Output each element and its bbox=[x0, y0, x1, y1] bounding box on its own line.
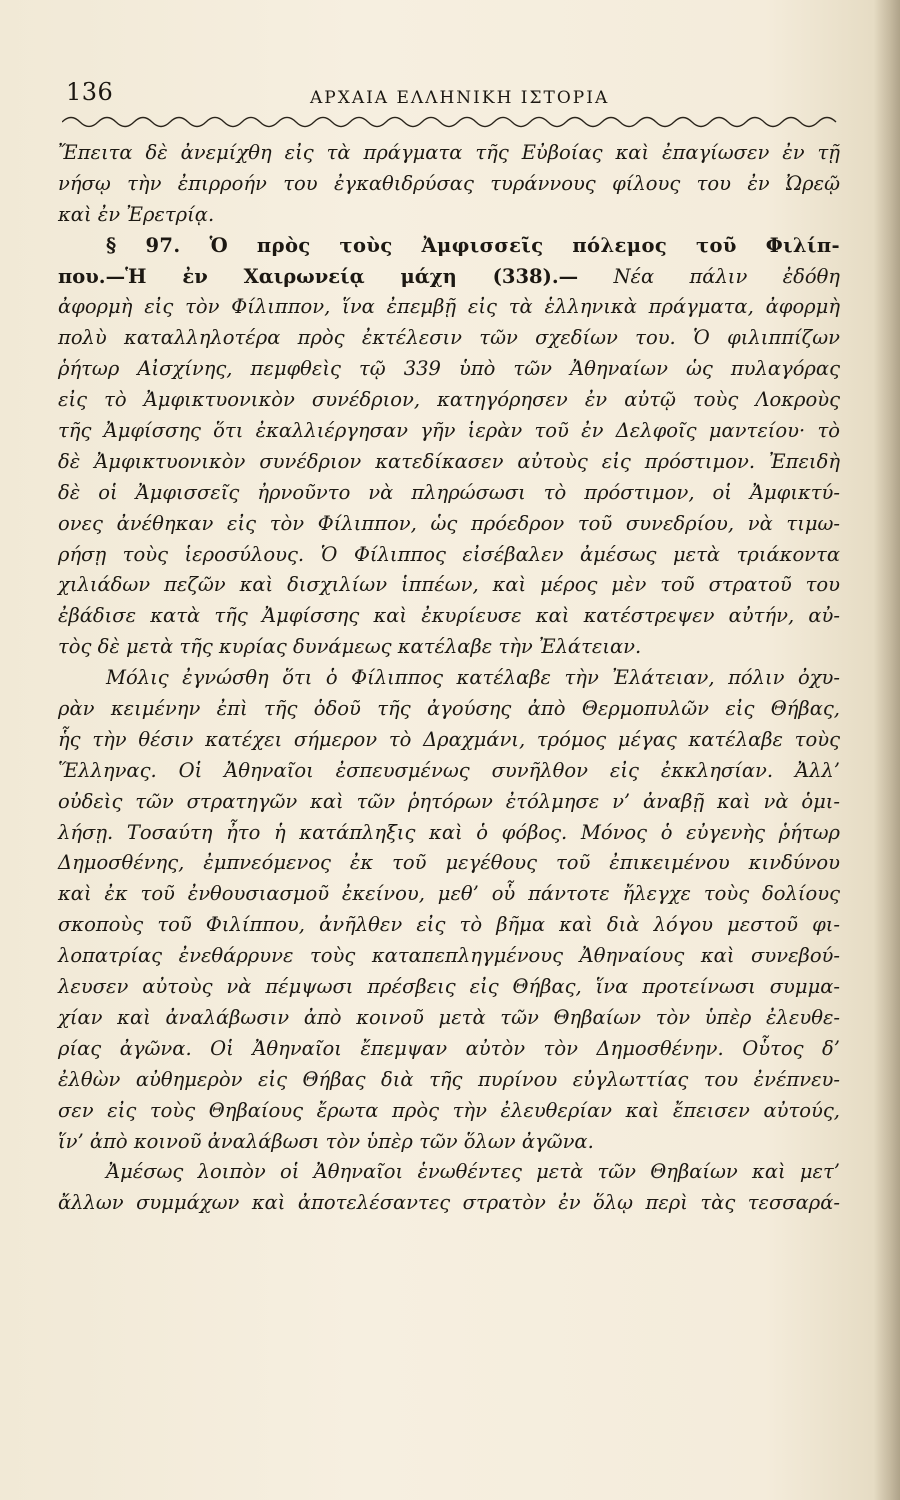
text-line: ονες ἀνέθηκαν εἰς τὸν Φίλιππον, ὡς πρόεδρον τοῦ συνεδρίου, νὰ τιμω- bbox=[58, 511, 840, 535]
text-line: ἐβάδισε κατὰ τῆς Ἀμφίσσης καὶ ἐκυρίευσε καὶ κατέστρεψεν αὐτήν, αὐ- bbox=[58, 604, 840, 628]
body-text bbox=[58, 138, 840, 1219]
text-line: λήσῃ. Τοσαύτη ἦτο ἡ κατάπληξις καὶ ὁ φόβος. Μόνος ὁ εὐγενὴς ῥήτωρ bbox=[58, 820, 840, 844]
text-line: καὶ ἐν Ἐρετρίᾳ. bbox=[58, 202, 215, 226]
text-line: ἀφορμὴ εἰς τὸν Φίλιππον, ἵνα ἐπεμβῇ εἰς τὰ ἑλληνικὰ πράγματα, ἀφορμὴ bbox=[58, 295, 840, 319]
text-line: ἧς τὴν θέσιν κατέχει σήμερον τὸ Δραχμάνι, τρόμος μέγας κατέλαβε τοὺς bbox=[58, 727, 840, 751]
text-line: νήσῳ τὴν ἐπιρροήν του ἐγκαθιδρύσας τυράννους φίλους του ἐν Ὠρεῷ bbox=[58, 171, 840, 195]
page-edge-shadow bbox=[874, 0, 900, 1500]
text-line: ρὰν κειμένην ἐπὶ τῆς ὁδοῦ τῆς ἀγούσης ἀπὸ Θερμοπυλῶν εἰς Θήβας, bbox=[58, 697, 840, 721]
text-line: Ἔπειτα δὲ ἀνεμίχθη εἰς τὰ πράγματα τῆς Εὐβοίας καὶ ἐπαγίωσεν ἐν τῇ bbox=[58, 141, 840, 164]
text-line: καὶ ἐκ τοῦ ἐνθουσιασμοῦ ἐκείνου, μεθ’ οὗ πάντοτε ἤλεγχε τοὺς δολίους bbox=[58, 882, 840, 906]
text-line: δὲ Ἀμφικτυονικὸν συνέδριον κατεδίκασεν αὐτοὺς εἰς πρόστιμον. Ἐπειδὴ bbox=[58, 449, 840, 473]
text-line: Ἀμέσως λοιπὸν οἱ Ἀθηναῖοι ἑνωθέντες μετὰ τῶν Θηβαίων καὶ μετ’ bbox=[106, 1160, 840, 1184]
text-line: οὐδεὶς τῶν στρατηγῶν καὶ τῶν ῥητόρων ἐτόλμησε ν’ ἀναβῇ καὶ νὰ ὁμι- bbox=[58, 789, 840, 813]
text-line: λευσεν αὐτοὺς νὰ πέμψωσι πρέσβεις εἰς Θήβας, ἵνα προτείνωσι συμμα- bbox=[58, 975, 840, 999]
text-line: εἰς τὸ Ἀμφικτυονικὸν συνέδριον, κατηγόρησεν ἐν αὐτῷ τοὺς Λοκροὺς bbox=[58, 388, 840, 412]
text-line: σκοποὺς τοῦ Φιλίππου, ἀνῆλθεν εἰς τὸ βῆμα καὶ διὰ λόγου μεστοῦ φι- bbox=[58, 913, 840, 937]
text-line: ῥήτωρ Αἰσχίνης, πεμφθεὶς τῷ 339 ὑπὸ τῶν Ἀθηναίων ὡς πυλαγόρας bbox=[58, 357, 840, 381]
text-line: χιλιάδων πεζῶν καὶ δισχιλίων ἱππέων, καὶ μέρος μὲν τοῦ στρατοῦ του bbox=[58, 573, 840, 597]
text-line: ρίας ἀγῶνα. Οἱ Ἀθηναῖοι ἔπεμψαν αὐτὸν τὸν Δημοσθένην. Οὗτος δ’ bbox=[58, 1036, 840, 1060]
wavy-rule-ornament bbox=[62, 112, 852, 132]
text-line: λοπατρίας ἐνεθάρρυνε τοὺς καταπεπληγμένους Ἀθηναίους καὶ συνεβού- bbox=[58, 944, 840, 968]
section-heading-line: που.—Ἡ ἐν Χαιρωνείᾳ μάχη (338).— Νέα πάλιν ἐδόθη bbox=[58, 264, 840, 288]
running-title: ΑΡΧΑΙΑ ΕΛΛΗΝΙΚΗ ΙΣΤΟΡΙΑ bbox=[310, 88, 610, 108]
page-number: 136 bbox=[66, 78, 114, 106]
text-line: ἄλλων συμμάχων καὶ ἀποτελέσαντες στρατὸν ἐν ὅλῳ περὶ τὰς τεσσαρά- bbox=[58, 1191, 840, 1215]
text-line: πολὺ καταλληλοτέρα πρὸς ἐκτέλεσιν τῶν σχεδίων του. Ὁ φιλιππίζων bbox=[58, 326, 840, 350]
text-line: Μόλις ἐγνώσθη ὅτι ὁ Φίλιππος κατέλαβε τὴν Ἐλάτειαν, πόλιν ὀχυ- bbox=[106, 666, 840, 690]
text-line: τῆς Ἀμφίσσης ὅτι ἐκαλλιέργησαν γῆν ἱερὰν τοῦ ἐν Δελφοῖς μαντείου· τὸ bbox=[58, 419, 840, 443]
text-line: δὲ οἱ Ἀμφισσεῖς ἠρνοῦντο νὰ πληρώσωσι τὸ πρόστιμον, οἱ Ἀμφικτύ- bbox=[58, 480, 840, 504]
text-line: ρήσῃ τοὺς ἱεροσύλους. Ὁ Φίλιππος εἰσέβαλεν ἀμέσως μετὰ τριάκοντα bbox=[58, 542, 840, 566]
text-line: ἐλθὼν αὐθημερὸν εἰς Θήβας διὰ τῆς πυρίνου εὐγλωττίας του ἐνέπνευ- bbox=[58, 1067, 840, 1091]
text-line: χίαν καὶ ἀναλάβωσιν ἀπὸ κοινοῦ μετὰ τῶν Θηβαίων τὸν ὑπὲρ ἐλευθε- bbox=[58, 1005, 840, 1029]
text-line: σεν εἰς τοὺς Θηβαίους ἔρωτα πρὸς τὴν ἐλευθερίαν καὶ ἔπεισεν αὐτούς, bbox=[58, 1098, 840, 1122]
text-line: ἵν’ ἀπὸ κοινοῦ ἀναλάβωσι τὸν ὑπὲρ τῶν ὅλων ἀγῶνα. bbox=[58, 1129, 594, 1153]
text-line: Δημοσθένης, ἐμπνεόμενος ἐκ τοῦ μεγέθους τοῦ ἐπικειμένου κινδύνου bbox=[58, 851, 840, 875]
text-line: Ἕλληνας. Οἱ Ἀθηναῖοι ἐσπευσμένως συνῆλθον εἰς ἐκκλησίαν. Ἀλλ’ bbox=[58, 758, 840, 782]
page-header bbox=[66, 74, 826, 114]
text-line: τὸς δὲ μετὰ τῆς κυρίας δυνάμεως κατέλαβε τὴν Ἐλάτειαν. bbox=[58, 635, 642, 659]
section-heading-line: § 97. Ὁ πρὸς τοὺς Ἀμφισσεῖς πόλεμος τοῦ Φιλίπ- bbox=[106, 233, 840, 257]
